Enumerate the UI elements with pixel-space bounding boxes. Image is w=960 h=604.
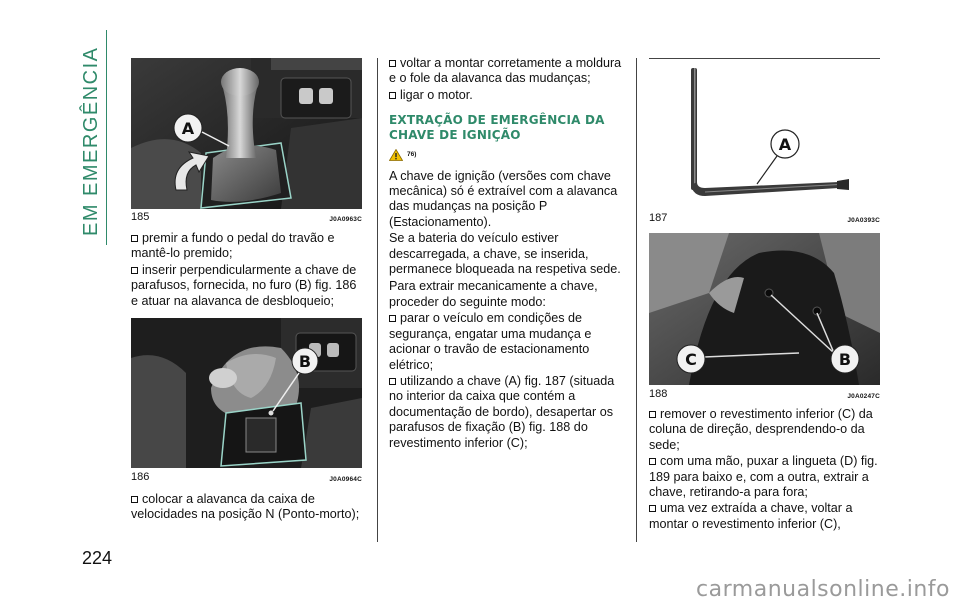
watermark: carmanualsonline.info <box>696 577 950 602</box>
step-pull-tab: com uma mão, puxar a lingueta (D) fig. 189 para baixo e, com a outra, extrair a chave, retirando-a para fora; <box>649 454 881 500</box>
figure-187-label-a: A <box>778 135 792 154</box>
step-refit-lower-trim: uma vez extraída a chave, voltar a montar o revestimento inferior (C), <box>649 501 881 532</box>
figure-186-label-b: B <box>298 352 312 371</box>
figure-188-code: J0A0247C <box>847 393 880 400</box>
warning-number: 76) <box>407 151 417 159</box>
figure-186-number: 186 <box>131 471 150 483</box>
figure-187-number: 187 <box>649 212 668 224</box>
figure-187-top-rule <box>649 58 880 59</box>
step-insert-screwdriver: inserir perpendicularmente a chave de parafusos, fornecida, no furo (B) fig. 186 e atuar na alavanca de desbloqueio; <box>131 263 365 309</box>
figure-187-code: J0A0393C <box>847 217 880 224</box>
column-1-text-top <box>131 231 365 310</box>
figure-188-number: 188 <box>649 388 668 400</box>
paragraph-key-extractable: A chave de ignição (versões com chave mecânica) só é extraível com a alavanca das mudanças na posição P (Estacionamento). <box>389 168 618 229</box>
figure-188-image <box>649 233 880 385</box>
figure-187-image <box>649 60 880 210</box>
step-refit-trim: voltar a montar corretamente a moldura e o fole da alavanca das mudanças; <box>389 56 625 87</box>
figure-186-image <box>131 318 362 468</box>
step-neutral-position: colocar a alavanca da caixa de velocidades na posição N (Ponto-morto); <box>131 492 365 523</box>
step-remove-trim: remover o revestimento inferior (C) da coluna de direção, desprendendo-o da sede; <box>649 407 881 453</box>
step-press-brake: premir a fundo o pedal do travão e mantê-lo premido; <box>131 231 365 262</box>
warning-triangle-icon <box>389 149 403 161</box>
column-divider-2 <box>636 58 637 542</box>
figure-185-code: J0A0963C <box>329 216 362 223</box>
figure-185-number: 185 <box>131 211 150 223</box>
figure-186-code: J0A0964C <box>329 476 362 483</box>
section-heading: EXTRAÇÃO DE EMERGÊNCIA DA CHAVE DE IGNIÇÃO <box>389 113 605 143</box>
figure-185-label-a: A <box>181 119 195 138</box>
figure-188-label-b: B <box>838 350 852 369</box>
paragraph-procedure-intro: Para extrair mecanicamente a chave, proceder do seguinte modo: <box>389 279 598 309</box>
figure-185-caption <box>131 211 362 223</box>
figure-185-image <box>131 58 362 209</box>
warning-reference <box>389 147 625 162</box>
page-number: 224 <box>82 548 113 568</box>
figure-186-caption <box>131 471 362 483</box>
step-stop-vehicle: parar o veículo em condições de segurança, engatar uma mudança e acionar o travão de estacionamento elétrico; <box>389 311 625 373</box>
column-3-text <box>649 407 881 533</box>
figure-188-caption <box>649 388 880 400</box>
figure-187-caption <box>649 212 880 224</box>
figure-188-label-c: C <box>685 350 697 369</box>
step-start-engine: ligar o motor. <box>389 88 625 103</box>
section-title-rule <box>106 30 107 245</box>
paragraph-battery-discharged: Se a bateria do veículo estiver descarregada, a chave, se inserida, permanece bloqueada na respetiva sede. <box>389 231 621 277</box>
section-title: EM EMERGÊNCIA <box>80 46 102 236</box>
column-2-text <box>389 56 625 452</box>
column-1-text-bottom <box>131 492 365 524</box>
column-divider-1 <box>377 58 378 542</box>
step-unscrew-bolts: utilizando a chave (A) fig. 187 (situada no interior da caixa que contém a documentação de bordo), desapertar os parafusos de fixação (B) fig. 188 do revestimento inferior (C); <box>389 374 625 451</box>
